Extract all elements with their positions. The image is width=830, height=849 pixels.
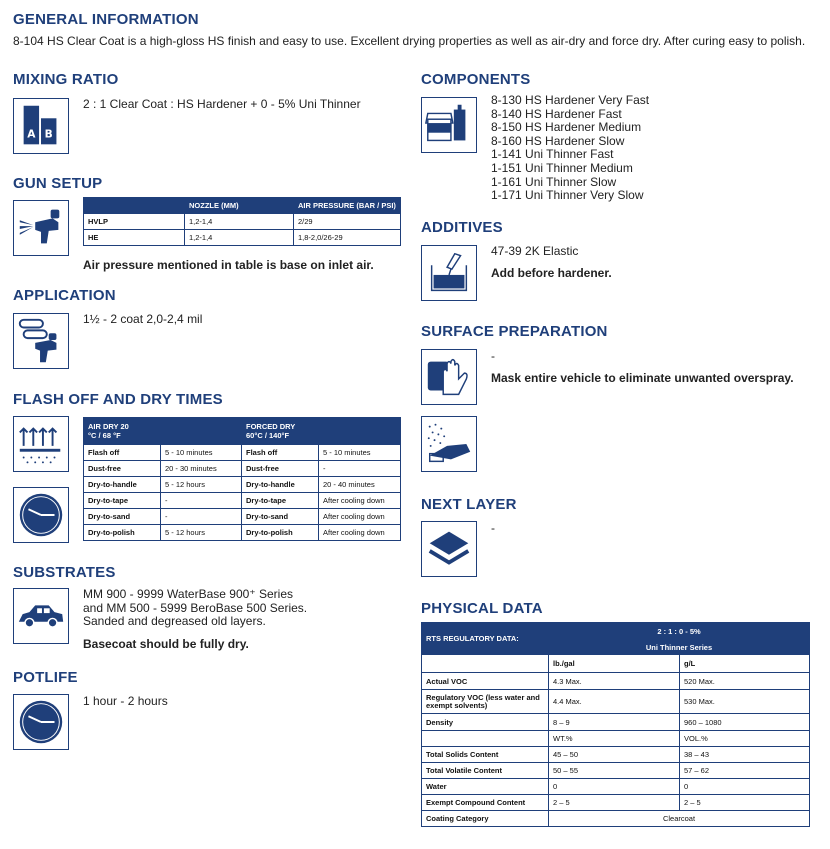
surface-note: Mask entire vehicle to eliminate unwanted overspray. xyxy=(491,371,794,385)
substrates-line: MM 900 - 9999 WaterBase 900⁺ Series xyxy=(83,587,293,601)
list-item: 8-140 HS Hardener Fast xyxy=(491,106,622,121)
table-row: Exempt Compound Content 2 – 5 2 – 5 xyxy=(422,795,810,811)
list-item: 1-171 Uni Thinner Very Slow xyxy=(491,188,644,203)
clock-icon xyxy=(13,487,69,543)
gun-header-empty xyxy=(84,198,185,214)
unit-gl: g/L xyxy=(680,655,810,673)
application-text: 1½ - 2 coat 2,0-2,4 mil xyxy=(83,312,203,326)
substrates-text xyxy=(83,588,307,629)
list-item: 1-141 Uni Thinner Fast xyxy=(491,147,614,162)
list-item: 1-161 Uni Thinner Slow xyxy=(491,174,617,189)
gun-note: Air pressure mentioned in table is base on inlet air. xyxy=(83,258,374,272)
components-cans-icon xyxy=(421,97,477,153)
forced-dry-header: FORCED DRY 60°C / 140°F xyxy=(242,418,401,445)
substrates-note: Basecoat should be fully dry. xyxy=(83,637,249,651)
table-row: HVLP 1,2-1,4 2/29 xyxy=(84,214,401,230)
physical-heading: PHYSICAL DATA xyxy=(421,600,543,617)
table-row: Flash off 5 - 10 minutes Flash off 5 - 10 minutes xyxy=(84,445,401,461)
dry-times-table xyxy=(83,417,401,541)
physical-data-table xyxy=(421,622,810,827)
gun-header-nozzle: NOZZLE (MM) xyxy=(185,198,294,214)
table-row: Dry-to-tape - Dry-to-tape After cooling down xyxy=(84,493,401,509)
ratio-header: 2 : 1 : 0 - 5% xyxy=(549,623,810,641)
mixing-text: 2 : 1 Clear Coat : HS Hardener + 0 - 5% Uni Thinner xyxy=(83,97,361,111)
general-text: 8-104 HS Clear Coat is a high-gloss HS finish and easy to use. Excellent drying properties as well as air-dry and force dry. After curing easy to polish. xyxy=(13,34,806,48)
table-row: Regulatory VOC (less water and exempt solvents) 4.4 Max. 530 Max. xyxy=(422,690,810,714)
application-heading: APPLICATION xyxy=(13,287,116,304)
list-item: 8-150 HS Hardener Medium xyxy=(491,120,642,135)
gun-header-pressure: AIR PRESSURE (BAR / PSI) xyxy=(294,198,401,214)
list-item: 8-160 HS Hardener Slow xyxy=(491,133,625,148)
table-row: Water 0 0 xyxy=(422,779,810,795)
substrates-heading: SUBSTRATES xyxy=(13,564,116,581)
substrates-line: Sanded and degreased old layers. xyxy=(83,614,266,629)
table-row: Coating Category Clearcoat xyxy=(422,811,810,827)
reg-label: RTS REGULATORY DATA: xyxy=(422,623,549,655)
table-row: Total Solids Content 45 – 50 38 – 43 xyxy=(422,747,810,763)
mixing-heading: MIXING RATIO xyxy=(13,71,119,88)
table-row: Total Volatile Content 50 – 55 57 – 62 xyxy=(422,763,810,779)
table-row: Dry-to-sand - Dry-to-sand After cooling down xyxy=(84,509,401,525)
surface-heading: SURFACE PREPARATION xyxy=(421,323,608,340)
table-row: Dry-to-polish 5 - 12 hours Dry-to-polish After cooling down xyxy=(84,525,401,541)
gun-heading: GUN SETUP xyxy=(13,175,103,192)
spray-gun-icon xyxy=(13,200,69,256)
pct-vol: VOL.% xyxy=(680,731,810,747)
substrates-line: and MM 500 - 5999 BeroBase 500 Series. xyxy=(83,600,308,615)
additives-icon xyxy=(421,245,477,301)
table-row: Dust-free 20 - 30 minutes Dust-free - xyxy=(84,461,401,477)
table-row: Density 8 – 9 960 – 1080 xyxy=(422,714,810,731)
additives-text: 47-39 2K Elastic xyxy=(491,244,579,258)
table-row: HE 1,2-1,4 1,8-2,0/26-29 xyxy=(84,230,401,246)
additives-note: Add before hardener. xyxy=(491,266,612,280)
car-icon xyxy=(13,588,69,644)
layers-icon xyxy=(421,521,477,577)
table-row: Dry-to-handle 5 - 12 hours Dry-to-handle 20 - 40 minutes xyxy=(84,477,401,493)
pct-wt: WT.% xyxy=(549,731,680,747)
components-list xyxy=(491,94,649,203)
components-heading: COMPONENTS xyxy=(421,71,531,88)
potlife-text: 1 hour - 2 hours xyxy=(83,694,168,708)
gun-setup-table xyxy=(83,197,401,246)
flash-heading: FLASH OFF AND DRY TIMES xyxy=(13,391,223,408)
list-item: 8-130 HS Hardener Very Fast xyxy=(491,93,650,107)
surface-hand-icon xyxy=(421,349,477,405)
list-item: 1-151 Uni Thinner Medium xyxy=(491,160,633,175)
air-dry-header: AIR DRY 20 °C / 68 °F xyxy=(84,418,242,445)
additives-heading: ADDITIVES xyxy=(421,219,503,236)
sanding-icon xyxy=(421,416,477,472)
surface-text: - xyxy=(491,349,495,363)
series-header: Uni Thinner Series xyxy=(549,641,810,655)
mixing-ratio-icon xyxy=(13,98,69,154)
table-row: Actual VOC 4.3 Max. 520 Max. xyxy=(422,673,810,690)
mixing-icon-label-b: B xyxy=(44,128,53,141)
unit-lbgal: lb./gal xyxy=(549,655,680,673)
next-layer-text: - xyxy=(491,521,495,535)
general-heading: GENERAL INFORMATION xyxy=(13,11,199,28)
application-spray-icon xyxy=(13,313,69,369)
potlife-heading: POTLIFE xyxy=(13,669,78,686)
potlife-clock-icon xyxy=(13,694,69,750)
next-layer-heading: NEXT LAYER xyxy=(421,496,517,513)
mixing-icon-label-a: A xyxy=(27,128,36,141)
air-dry-icon xyxy=(13,416,69,472)
